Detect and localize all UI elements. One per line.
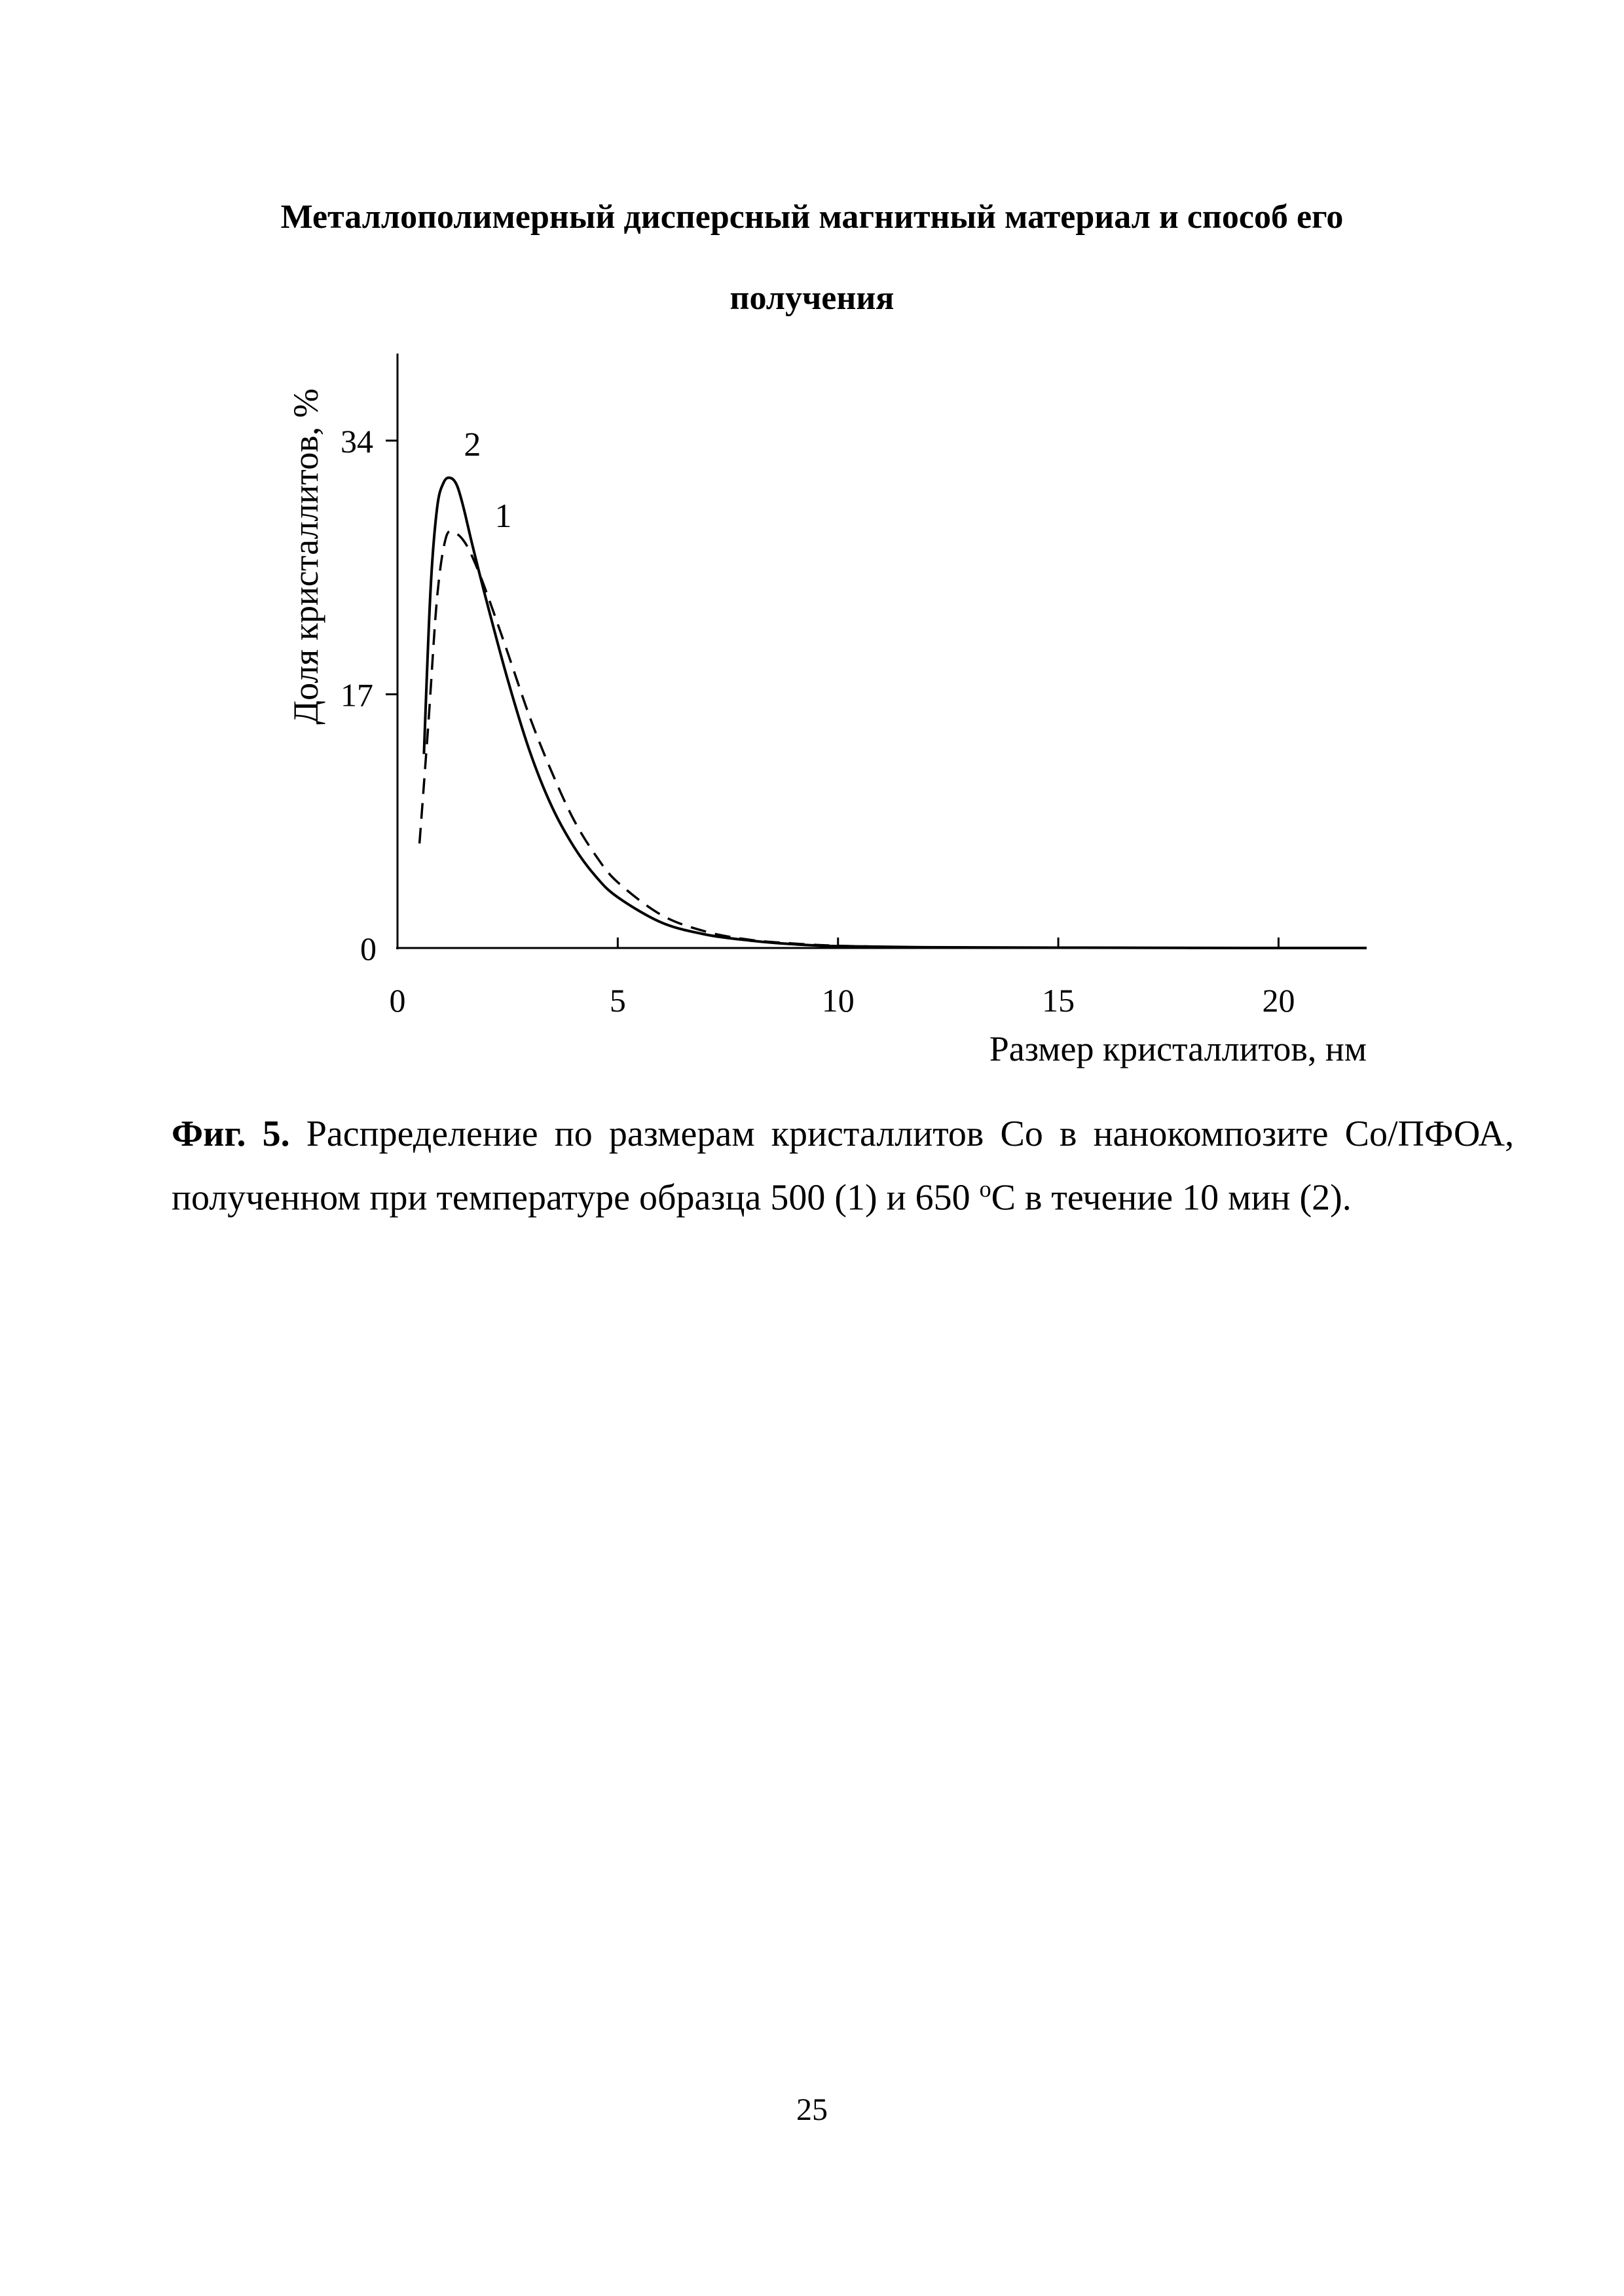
degree-sign: o <box>980 1176 991 1202</box>
x-tick-label-0: 0 <box>390 982 406 1019</box>
series-line-1 <box>420 531 1367 948</box>
x-tick-label-15: 15 <box>1042 982 1075 1019</box>
y-tick-label-34: 34 <box>341 423 373 460</box>
document-title-line-1: Металлополимерный дисперсный магнитный материал и способ его <box>196 177 1428 258</box>
x-tick-label-20: 20 <box>1262 982 1295 1019</box>
chart-area <box>0 0 1624 1113</box>
y-tick-label-0: 0 <box>360 930 377 967</box>
x-tick-label-5: 5 <box>610 982 626 1019</box>
curve-label-1: 1 <box>494 498 511 535</box>
x-axis-label: Размер кристаллитов, нм <box>989 1029 1367 1068</box>
x-tick-label-10: 10 <box>822 982 855 1019</box>
series-line-2 <box>424 478 1367 948</box>
figure-caption-label: Фиг. 5. <box>172 1114 290 1154</box>
curve-label-2: 2 <box>464 426 481 464</box>
y-tick-label-17: 17 <box>341 677 373 714</box>
crystallite-size-chart <box>0 0 1624 1113</box>
document-title-line-2: получения <box>196 258 1428 339</box>
figure-caption-text-a: Распределение по размерам кристаллитов Co в нанокомпозите Co/ПФОА, полученном при температуре образца 500 (1) и 650 <box>172 1114 1514 1218</box>
page-number: 25 <box>779 2092 845 2128</box>
figure-caption <box>172 1106 1514 1226</box>
y-axis-label: Доля кристаллитов, % <box>286 388 325 724</box>
figure-caption-text-b: C в течение 10 мин (2). <box>991 1178 1352 1218</box>
